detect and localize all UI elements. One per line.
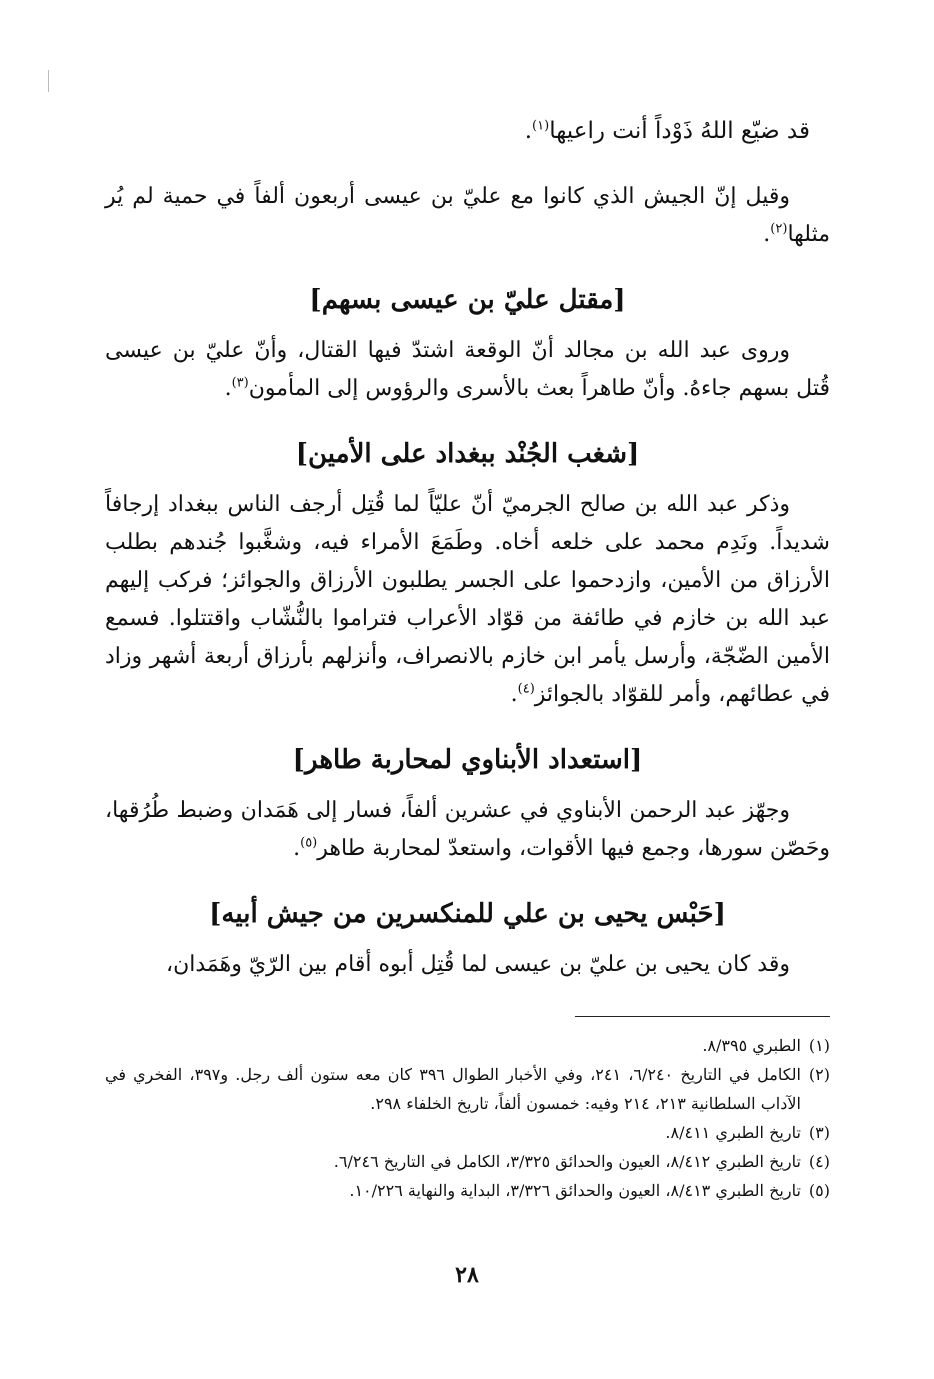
footnote-text: الكامل في التاريخ ٦/٢٤٠، ٢٤١، وفي الأخبار الطوال ٣٩٦ كان معه ستون ألف رجل. و٣٩٧، الفخري في الآداب السلطانية ٢١٣، ٢١٤ وفيه: خمسون ألفاً، تاريخ الخلفاء ٢٩٨. <box>105 1065 801 1113</box>
verse-text: قد ضيّع اللهُ ذَوْداً أنت راعيها <box>549 118 810 144</box>
section-heading-4: [حَبْس يحيى بن علي للمنكسرين من جيش أبيه] <box>209 899 726 929</box>
footnote <box>105 1031 830 1060</box>
verse-end: . <box>524 118 533 144</box>
verse-line <box>105 112 830 150</box>
footnotes <box>105 1031 830 1205</box>
footnote-number: (٣) <box>808 1123 830 1142</box>
footnote-marker-3[interactable]: (٣) <box>231 375 249 391</box>
footnote-marker-5[interactable]: (٥) <box>300 835 318 851</box>
page-number: ٢٨ <box>455 1262 479 1288</box>
footnote-text: تاريخ الطبري ٨/٤١١. <box>665 1123 801 1142</box>
section-paragraph-4-text: وقد كان يحيى بن عليّ بن عيسى لما قُتِل أبوه أقام بين الرّيّ وهَمَدان، <box>165 952 790 977</box>
section-heading-1: [مقتل عليّ بن عيسى بسهم] <box>309 285 626 315</box>
section-paragraph-2-end: . <box>510 682 518 707</box>
section-paragraph-1 <box>105 332 830 408</box>
footnote-divider <box>575 1016 830 1017</box>
footnote-number: (٤) <box>808 1152 830 1171</box>
footnote <box>105 1147 830 1176</box>
section-paragraph-2 <box>105 486 830 714</box>
footnote-marker-4[interactable]: (٤) <box>517 681 535 697</box>
section-paragraph-3 <box>105 792 830 868</box>
footnote-text: الطبري ٨/٣٩٥. <box>702 1036 801 1055</box>
section-paragraph-3-text: وجهّز عبد الرحمن الأبناوي في عشرين ألفاً، فسار إلى هَمَدان وضبط طُرُقها، وحَصّن سورها، وجمع فيها الأقوات، واستعدّ لمحاربة طاهر <box>105 798 830 861</box>
paragraph-army-text: وقيل إنّ الجيش الذي كانوا مع عليّ بن عيسى أربعون ألفاً في حمية لم يُر مثلها <box>105 184 830 247</box>
section-paragraph-4 <box>105 946 830 984</box>
footnote <box>105 1176 830 1205</box>
footnote <box>105 1118 830 1147</box>
footnote-marker-2[interactable]: (٢) <box>770 221 788 237</box>
page-body <box>105 112 830 1205</box>
section-heading-3: [استعداد الأبناوي لمحاربة طاهر] <box>292 745 643 775</box>
footnote <box>105 1060 830 1118</box>
paragraph-army-end: . <box>763 222 771 247</box>
section-paragraph-1-end: . <box>224 376 232 401</box>
section-paragraph-1-text: وروى عبد الله بن مجالد أنّ الوقعة اشتدّ فيها القتال، وأنّ عليّ بن عيسى قُتل بسهم جاءهُ. وأنّ طاهراً بعث بالأسرى والرؤوس إلى المأمون <box>105 338 830 401</box>
footnote-text: تاريخ الطبري ٨/٤١٣، العيون والحدائق ٣/٣٢٦، البداية والنهاية ١٠/٢٢٦. <box>349 1181 801 1200</box>
footnote-number: (٢) <box>808 1065 830 1084</box>
footnote-text: تاريخ الطبري ٨/٤١٢، العيون والحدائق ٣/٣٢٥، الكامل في التاريخ ٦/٢٤٦. <box>333 1152 801 1171</box>
section-paragraph-2-text: وذكر عبد الله بن صالح الجرميّ أنّ عليّاً لما قُتِل أرجف الناس ببغداد إرجافاً شديداً. ونَدِم محمد على خلعه أخاه. وطَمَعَ الأمراء فيه، وشغَّبوا جُندهم بطلب الأرزاق من الأمين، وازدحموا على الجسر يطلبون الأرزاق والجوائز؛ فركب إليهم عبد الله بن خازم في طائفة من قوّاد الأعراب فتراموا بالنُّشّاب واقتتلوا. فسمع الأمين الضّجّة، وأرسل يأمر ابن خازم بالانصراف، وأنزلهم بأرزاق أربعة أشهر وزاد في عطائهم، وأمر للقوّاد بالجوائز <box>105 492 830 707</box>
section-paragraph-3-end: . <box>293 836 301 861</box>
footnote-number: (٥) <box>808 1181 830 1200</box>
footnote-number: (١) <box>808 1036 830 1055</box>
section-heading-2: [شغب الجُنْد ببغداد على الأمين] <box>295 439 640 469</box>
paragraph-army <box>105 178 830 254</box>
footnote-marker-1[interactable]: (١) <box>532 118 550 134</box>
margin-mark <box>48 70 49 92</box>
